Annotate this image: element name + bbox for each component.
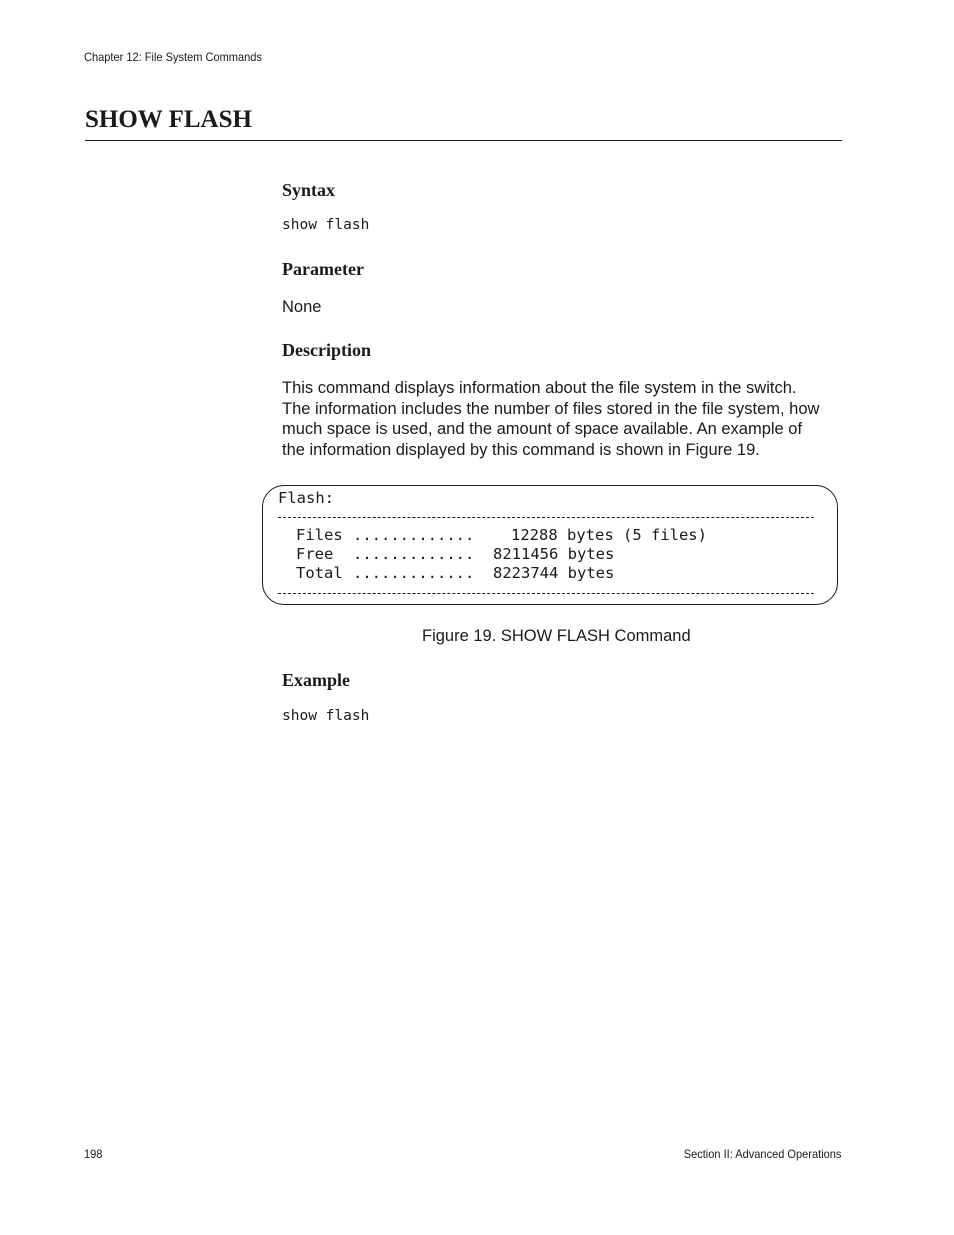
figure-row-total-value: 8223744 bytes bbox=[493, 564, 615, 582]
figure-separator-top bbox=[278, 517, 814, 518]
figure-row-files-dots: ............. bbox=[353, 526, 475, 544]
syntax-command: show flash bbox=[282, 217, 370, 233]
figure-row-total-name: Total bbox=[296, 564, 343, 582]
description-line: The information includes the number of files stored in the file system, how bbox=[282, 399, 820, 418]
description-paragraph bbox=[282, 378, 819, 460]
running-footer: Section II: Advanced Operations bbox=[683, 1147, 841, 1161]
figure-row-free-name: Free bbox=[296, 545, 334, 563]
running-header: Chapter 12: File System Commands bbox=[84, 50, 262, 64]
figure-caption: Figure 19. SHOW FLASH Command bbox=[422, 627, 691, 645]
figure-row-free-dots: ............. bbox=[353, 545, 475, 563]
parameter-value: None bbox=[282, 298, 322, 316]
figure-row-free-value: 8211456 bytes bbox=[493, 545, 615, 563]
figure-row-files-name: Files bbox=[296, 526, 343, 544]
page-number: 198 bbox=[84, 1147, 103, 1161]
syntax-heading: Syntax bbox=[282, 180, 336, 200]
figure-row-total-dots: ............. bbox=[353, 564, 475, 582]
figure-row-files-value: 12288 bytes (5 files) bbox=[511, 526, 707, 544]
description-line: This command displays information about the file system in the switch. bbox=[282, 379, 797, 397]
description-line: the information displayed by this command is shown in Figure 19. bbox=[282, 440, 760, 459]
figure-label: Flash: bbox=[278, 489, 334, 507]
figure-separator-bottom bbox=[278, 593, 814, 594]
parameter-heading: Parameter bbox=[282, 259, 364, 279]
page-title: SHOW FLASH bbox=[85, 106, 252, 133]
example-heading: Example bbox=[282, 670, 351, 690]
description-heading: Description bbox=[282, 340, 371, 360]
title-rule bbox=[85, 140, 842, 141]
example-command: show flash bbox=[282, 708, 370, 724]
description-line: much space is used, and the amount of space available. An example of bbox=[282, 420, 803, 438]
